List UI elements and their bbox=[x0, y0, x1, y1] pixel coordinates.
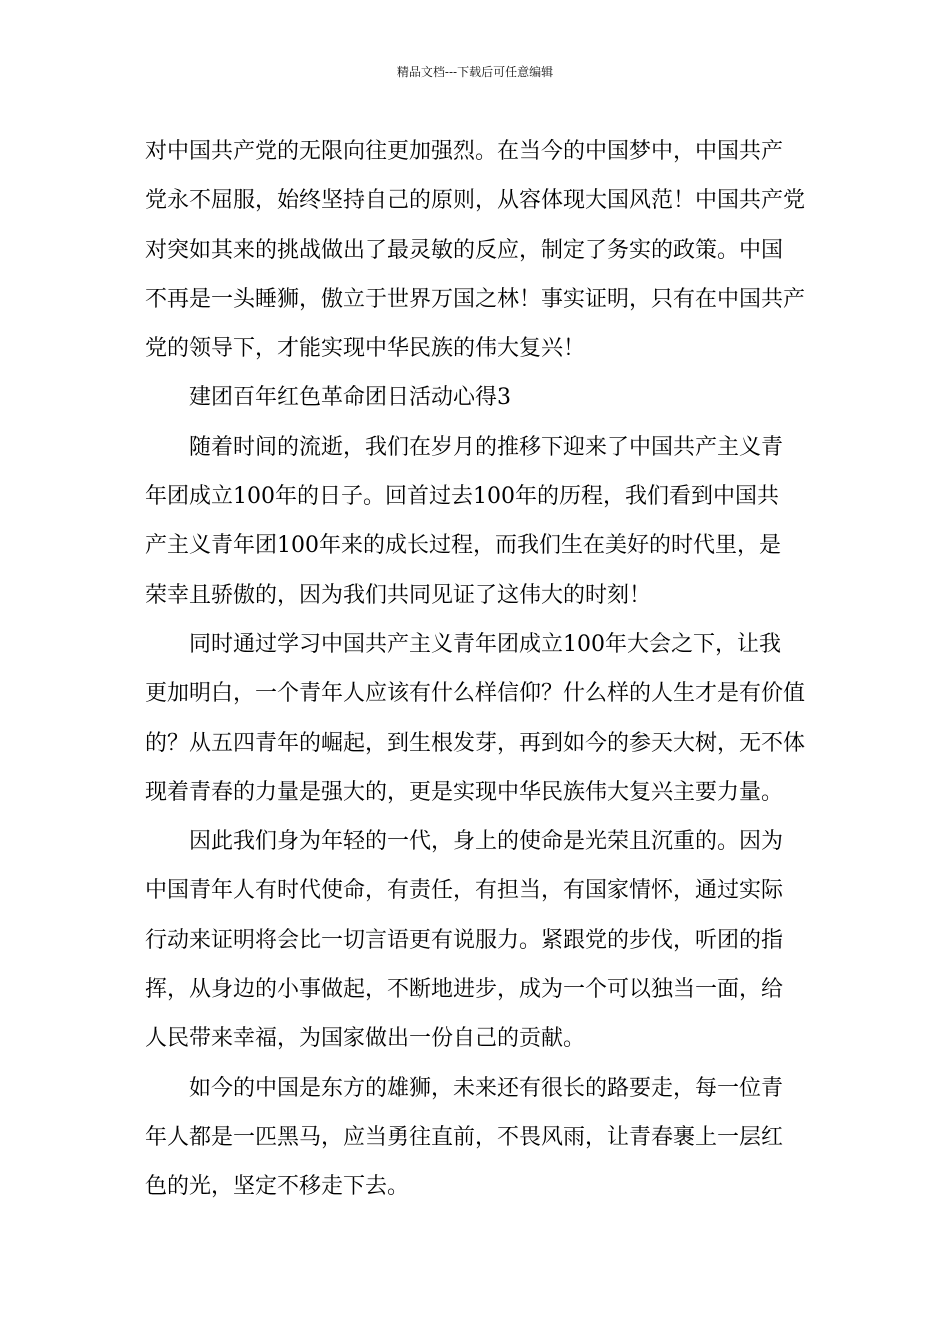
body-line: 荣幸且骄傲的，因为我们共同见证了这伟大的时刻！ bbox=[145, 582, 652, 608]
paragraph-first-line: 同时通过学习中国共产主义青年团成立100年大会之下，让我 bbox=[189, 631, 781, 657]
body-line: 党永不屈服，始终坚持自己的原则，从容体现大国风范！中国共产党 bbox=[145, 188, 806, 214]
document-body bbox=[145, 127, 807, 1212]
section-heading: 建团百年红色革命团日活动心得3 bbox=[189, 385, 511, 411]
body-line: 年团成立100年的日子。回首过去100年的历程，我们看到中国共 bbox=[145, 484, 779, 510]
body-line: 行动来证明将会比一切言语更有说服力。紧跟党的步伐，听团的指 bbox=[145, 927, 784, 953]
body-line: 现着青春的力量是强大的，更是实现中华民族伟大复兴主要力量。 bbox=[145, 779, 784, 805]
body-line: 产主义青年团100年来的成长过程，而我们生在美好的时代里，是 bbox=[145, 533, 781, 559]
body-line: 色的光，坚定不移走下去。 bbox=[145, 1174, 410, 1200]
body-line: 不再是一头睡狮，傲立于世界万国之林！事实证明，只有在中国共产 bbox=[145, 286, 806, 312]
body-line: 年人都是一匹黑马，应当勇往直前，不畏风雨，让青春裹上一层红 bbox=[145, 1124, 784, 1150]
body-line: 人民带来幸福，为国家做出一份自己的贡献。 bbox=[145, 1026, 586, 1052]
body-line: 的？从五四青年的崛起，到生根发芽，再到如今的参天大树，无不体 bbox=[145, 730, 806, 756]
paragraph-first-line: 随着时间的流逝，我们在岁月的推移下迎来了中国共产主义青 bbox=[189, 434, 784, 460]
body-line: 中国青年人有时代使命，有责任，有担当，有国家情怀，通过实际 bbox=[145, 878, 784, 904]
body-line: 更加明白，一个青年人应该有什么样信仰？什么样的人生才是有价值 bbox=[145, 681, 806, 707]
page-header: 精品文档---下载后可任意编辑 bbox=[396, 65, 554, 79]
body-line: 对中国共产党的无限向往更加强烈。在当今的中国梦中，中国共产 bbox=[145, 139, 784, 164]
paragraph-first-line: 如今的中国是东方的雄狮，未来还有很长的路要走，每一位青 bbox=[189, 1075, 784, 1101]
paragraph-first-line: 因此我们身为年轻的一代，身上的使命是光荣且沉重的。因为 bbox=[189, 829, 784, 855]
body-line: 党的领导下，才能实现中华民族的伟大复兴！ bbox=[145, 336, 586, 362]
body-line: 挥，从身边的小事做起，不断地进步，成为一个可以独当一面，给 bbox=[145, 977, 784, 1003]
body-line: 对突如其来的挑战做出了最灵敏的反应，制定了务实的政策。中国 bbox=[145, 237, 784, 263]
